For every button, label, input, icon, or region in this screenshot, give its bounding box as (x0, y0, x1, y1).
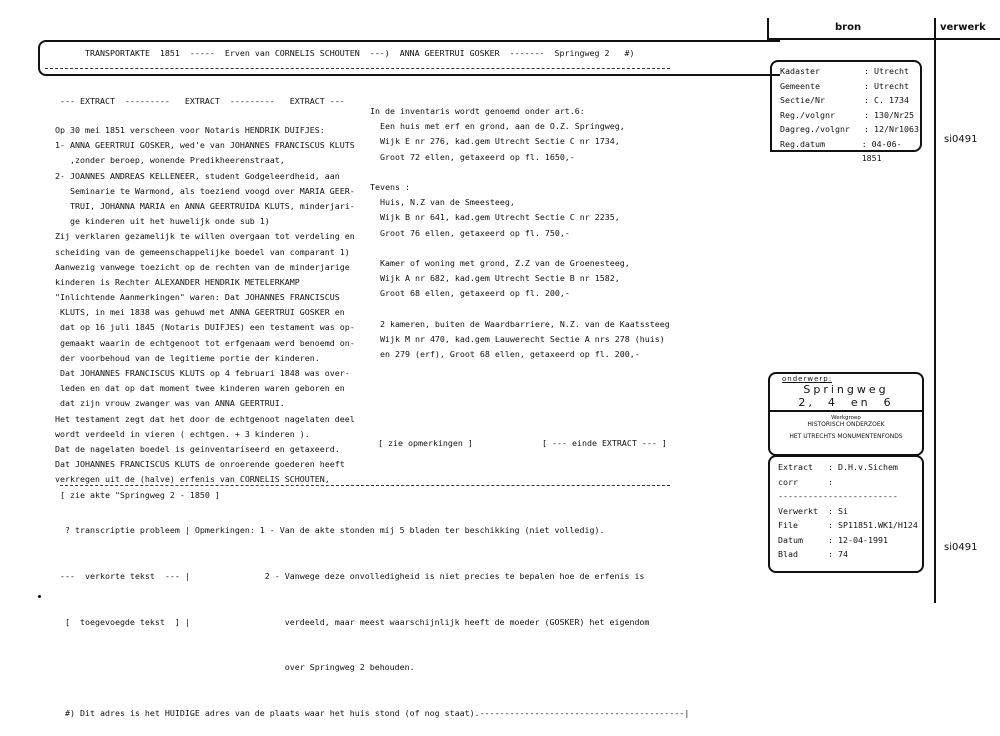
text-line: Tevens : (370, 181, 410, 192)
bron-key: Reg./volgnr (780, 109, 835, 120)
text-line: Het testament zegt dat het door de echtgenoot nagelaten deel (55, 413, 355, 424)
text-line: 2 kameren, buiten de Waardbarriere, N.Z. van de Kaatssteeg (370, 318, 670, 329)
see-remarks: [ zie opmerkingen ] (378, 438, 473, 448)
text-line: Dat JOHANNES FRANCISCUS KLUTS op 4 februari 1848 was over- (55, 368, 350, 378)
bron-key: Kadaster (780, 66, 820, 76)
text-line: 2- JOANNES ANDREAS KELLENEER, student Godgeleerdheid, aan (55, 170, 340, 181)
panel-border (934, 18, 936, 603)
text-line: gemaakt waarin de echtgenoot tot erfgenaam werd benoemd on- (55, 337, 355, 348)
meta-row: File : SP11851.WK1/H124 (778, 520, 918, 530)
fonds-label: HET UTRECHTS MONUMENTENFONDS (789, 433, 903, 440)
text-line: der voorbehoud van de legitieme portie der kinderen. (55, 352, 320, 363)
text-line: Groot 72 ellen, getaxeerd op fl. 1650,- (370, 151, 575, 162)
bron-label: bron (835, 22, 862, 33)
verwerk-label: verwerk (940, 22, 986, 33)
onderwerp-label: onderwerp: (782, 375, 833, 383)
meta-row: Blad : 74 (778, 549, 848, 559)
text-line: "Inlichtende Aanmerkingen" waren: Dat JOHANNES FRANCISCUS (55, 292, 340, 303)
text-line (370, 301, 670, 316)
legend-remarks (60, 493, 689, 736)
bron-value: : C. 1734 (864, 95, 909, 105)
text-line: Groot 68 ellen, getaxeerd op fl. 200,- (370, 288, 570, 299)
text-line: ge kinderen uit het huwelijk onde sub 1) (55, 216, 270, 227)
text-line: leden en dat op dat moment twee kinderen waren geboren en (55, 383, 345, 394)
document-title: TRANSPORTAKTE 1851 ----- Erven van CORNELIS SCHOUTEN ---) ANNA GEERTRUI GOSKER ------- Springweg 2 #) (85, 48, 635, 58)
divider (45, 68, 670, 69)
meta-row: Extract : D.H.v.Sichem (778, 462, 898, 472)
bron-row (780, 93, 920, 108)
bron-value: : 130/Nr25 (864, 109, 914, 120)
text-line: Wijk A nr 682, kad.gem Utrecht Sectie B nr 1582, (370, 273, 620, 284)
footnote-address: #) Dit adres is het HUIDIGE adres van de plaats waar het huis stond (of nog staat).-----------------------------------------| (60, 707, 690, 718)
text-line: Groot 76 ellen, getaxeerd op fl. 750,- (370, 227, 570, 238)
meta-row: Datum : 12-04-1991 (778, 534, 888, 545)
werkgroep-label: Werkgroep (831, 415, 861, 421)
onderwerp-numbers: 2, 4 en 6 (798, 396, 894, 409)
text-line: Dat de nagelaten boedel is geinventariseerd en getaxeerd. (55, 443, 340, 454)
text-line: Huis, N.Z van de Smeesteeg, (370, 197, 515, 208)
text-line: Wijk E nr 276, kad.gem Utrecht Sectie C nr 1734, (370, 136, 620, 147)
text-line (370, 165, 670, 180)
meta-row: corr : (778, 476, 833, 487)
bron-list (772, 62, 920, 163)
text-line: Dat JOHANNES FRANCISCUS KLUTS de onroerende goederen heeft (55, 459, 345, 470)
text-line: Wijk B nr 641, kad.gem Utrecht Sectie C nr 2235, (370, 212, 620, 223)
text-line: Op 30 mei 1851 verscheen voor Notaris HENDRIK DUIFJES: (55, 125, 325, 135)
bron-value: : Utrecht (864, 66, 909, 76)
bron-row (780, 79, 920, 94)
bron-box (770, 60, 922, 163)
text-line: Kamer of woning met grond, Z.Z van de Groenesteeg, (370, 257, 630, 268)
bron-key: Sectie/Nr (780, 95, 825, 105)
text-line: 1- ANNA GEERTRUI GOSKER, wed'e van JOHANNES FRANCISCUS KLUTS (55, 140, 355, 151)
bron-row (780, 137, 920, 163)
text-line: dat zijn vrouw zwanger was van ANNA GEERTRUI. (55, 398, 285, 409)
text-line: dat op 16 juli 1845 (Notaris DUIFJES) een testament was op- (55, 322, 355, 333)
bron-value: : Utrecht (864, 80, 909, 91)
text-line: scheiding van de gemeenschappelijke boedel van comparant 1) (55, 246, 350, 257)
bron-key: Gemeente (780, 80, 820, 91)
end-extract: [ --- einde EXTRACT --- ] (542, 438, 667, 448)
bron-row (780, 108, 920, 123)
legend-line: --- verkorte tekst --- | 2 - Vanwege deze onvolledigheid is niet precies te bepalen hoe de erfenis is (60, 571, 645, 582)
code-bottom: si0491 (944, 542, 978, 553)
text-line: TRUI, JOHANNA MARIA en ANNA GEERTRUIDA KLUTS, minderjari- (55, 200, 355, 211)
left-column-text (55, 123, 355, 503)
bron-row (780, 64, 920, 79)
legend-line: over Springweg 2 behouden. (60, 662, 415, 673)
text-line: Aanwezig vanwege toezicht op de rechten van de minderjarige (55, 261, 350, 272)
text-line: ,zonder beroep, wonende Predikheerenstraat, (55, 155, 285, 166)
text-line: KLUTS, in mei 1838 was gehuwd met ANNA GEERTRUI GOSKER en (55, 307, 345, 318)
bron-row (780, 122, 920, 137)
meta-separator: ------------------------ (778, 491, 898, 501)
text-line (370, 241, 670, 256)
bron-value: : 12/Nr1063 (864, 124, 919, 134)
scan-dot (38, 595, 41, 598)
onderwerp-street: Springweg (803, 383, 889, 396)
bron-key: Dagreg./volgnr (780, 124, 850, 134)
text-line: Een huis met erf en grond, aan de O.Z. Springweg, (370, 121, 625, 132)
text-line: kinderen is Rechter ALEXANDER HENDRIK METELERKAMP (55, 276, 300, 287)
historisch-label: HISTORISCH ONDERZOEK (807, 421, 885, 428)
legend-line: ? transcriptie probleem | Opmerkingen: 1 - Van de akte stonden mij 5 bladen ter beschikking (niet volledig). (60, 525, 605, 536)
right-column-text (370, 104, 670, 362)
bron-key: Reg.datum (780, 138, 825, 149)
text-line: verkregen uit de (halve) erfenis van CORNELIS SCHOUTEN, (55, 474, 330, 485)
divider (60, 485, 670, 486)
meta-list (770, 457, 922, 562)
text-line: Wijk M nr 470, kad.gem Lauwerecht Sectie A nrs 278 (huis) (370, 333, 665, 344)
text-line: In de inventaris wordt genoemd onder art.6: (370, 106, 585, 116)
text-line: Seminarie te Warmond, als toeziend voogd over MARIA GEER- (55, 185, 355, 196)
legend-line: [ toegevoegde tekst ] | verdeeld, maar meest waarschijnlijk heeft de moeder (GOSKER) het eigendom (60, 616, 650, 627)
onderwerp-box (768, 372, 924, 456)
text-line: en 279 (erf), Groot 68 ellen, getaxeerd op fl. 200,- (370, 349, 640, 359)
code-top: si0491 (944, 134, 978, 145)
panel-border (767, 38, 1000, 40)
text-line: Zij verklaren gezamelijk te willen overgaan tot verdeling en (55, 231, 355, 242)
bron-value: : 04-06-1851 (861, 138, 902, 163)
extract-banner: --- EXTRACT --------- EXTRACT --------- EXTRACT --- (60, 96, 345, 106)
title-box (38, 40, 780, 76)
meta-row: Verwerkt : Si (778, 505, 848, 516)
text-line: wordt verdeeld in vieren ( echtgen. + 3 kinderen ). (55, 428, 310, 439)
text-line: [ zie akte "Springweg 2 - 1850 ] (55, 489, 220, 500)
meta-box (768, 455, 924, 573)
